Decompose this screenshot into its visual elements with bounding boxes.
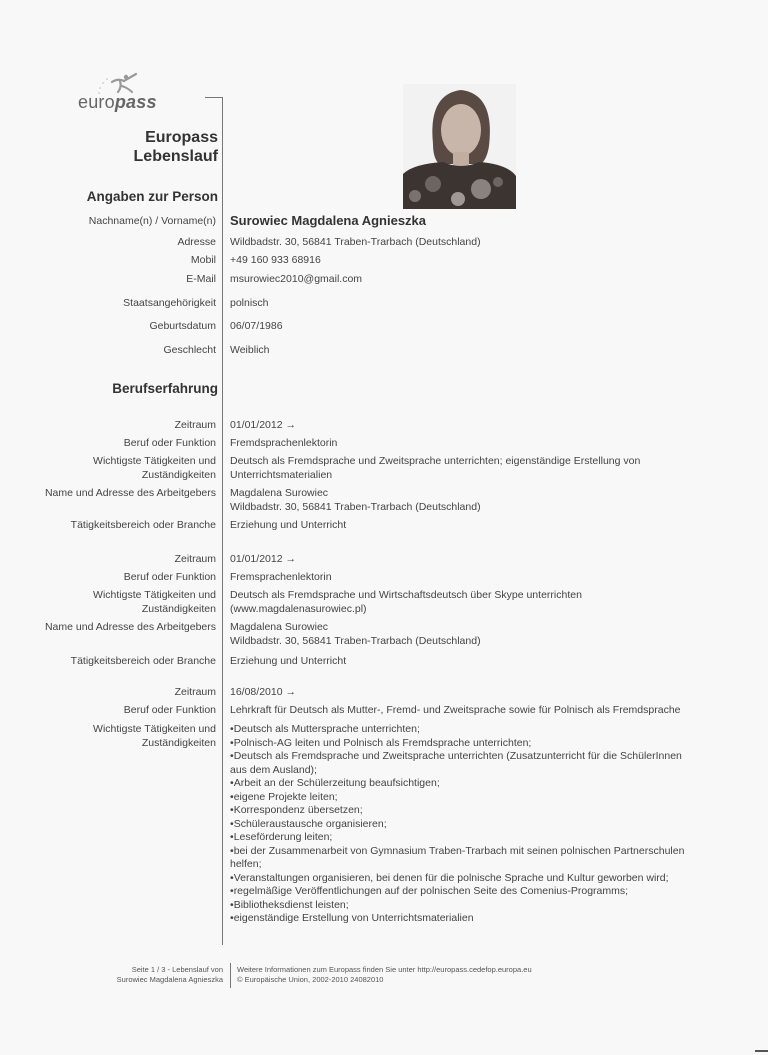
activity-item: • eigenständige Erstellung von Unterrichtsmaterialien: [230, 912, 692, 926]
title-line-1: Europass: [145, 129, 218, 146]
logo-wordmark: europass: [78, 92, 157, 112]
value-activities: [230, 455, 690, 482]
label-period: Zeitraum: [174, 553, 216, 565]
column-divider: [222, 97, 223, 945]
label-activities-line-2: Zuständigkeiten: [141, 736, 216, 749]
label-period: Zeitraum: [174, 686, 216, 698]
footer-more-info: Weitere Informationen zum Europass finden Sie unter http://europass.cedefop.europa.eu: [237, 965, 532, 974]
footer-copyright: © Europäische Union, 2002-2010 24082010: [237, 975, 384, 984]
label-birthdate: Geburtsdatum: [149, 320, 216, 332]
employer-address: Wildbadstr. 30, 56841 Traben-Trarbach (Deutschland): [230, 500, 481, 513]
value-email: msurowiec2010@gmail.com: [230, 273, 363, 285]
label-activities-line-1: Wichtigste Tätigkeiten und: [93, 455, 216, 467]
footer-divider: [230, 963, 231, 988]
label-email: E-Mail: [186, 273, 216, 285]
employer-name: Magdalena Surowiec: [230, 487, 329, 499]
activity-item: • bei der Zusammenarbeit von Gymnasium Traben-Trarbach mit seinen polnischen Partnerschulen helfen;: [230, 845, 692, 872]
section-heading-experience: Berufserfahrung: [112, 381, 218, 396]
document-title: [134, 128, 218, 166]
label-activities-line-2: Zuständigkeiten: [141, 468, 216, 481]
label-employer: Name und Adresse des Arbeitgebers: [44, 487, 216, 499]
value-period: 01/01/2012 →: [230, 419, 296, 431]
scan-corner-mark: [755, 1050, 768, 1052]
value-position: Fremdsprachenlektorin: [230, 437, 338, 449]
label-activities-line-1: Wichtigste Tätigkeiten und: [93, 723, 216, 735]
value-sector: Erziehung und Unterricht: [230, 519, 347, 531]
title-line-2: Lebenslauf: [133, 148, 218, 165]
value-employer: [230, 621, 690, 648]
value-sector: Erziehung und Unterricht: [230, 655, 347, 667]
activity-item: • Veranstaltungen organisieren, bei denen für die polnische Sprache und Kultur geworben wird;: [230, 872, 692, 886]
europass-logo: [78, 72, 188, 112]
value-period: 01/01/2012 →: [230, 553, 296, 565]
label-activities: [93, 589, 216, 616]
employer-name: Magdalena Surowiec: [230, 621, 329, 633]
value-employer: [230, 487, 690, 514]
value-activities-line-2: Unterrichtsmaterialien: [230, 468, 333, 481]
value-activities-line-1: Deutsch als Fremdsprache und Zweitsprache unterrichten; eigenständige Erstellung von: [230, 455, 641, 467]
label-activities-line-2: Zuständigkeiten: [141, 602, 216, 615]
value-activities-line-2: (www.magdalenasurowiec.pl): [230, 602, 367, 615]
value-position: Fremsprachenlektorin: [230, 571, 332, 583]
value-position: Lehrkraft für Deutsch als Mutter-, Fremd- und Zweitsprache sowie für Polnisch als Fremdsprache: [230, 704, 681, 716]
activity-item: • Deutsch als Fremdsprache und Zweitsprache unterrichten (Zusatzunterricht für die SchülerInnen aus dem Ausland);: [230, 750, 692, 777]
activity-item: • regelmäßige Veröffentlichungen auf der polnischen Seite des Comenius-Programms;: [230, 885, 692, 899]
label-position: Beruf oder Funktion: [123, 437, 216, 449]
activity-item: • Bibliotheksdienst leisten;: [230, 899, 692, 913]
activities-list: [230, 723, 692, 926]
footer-page-info: [117, 965, 223, 985]
value-activities: [230, 589, 690, 616]
section-heading-personal: Angaben zur Person: [86, 189, 218, 204]
activity-item: • Korrespondenz übersetzen;: [230, 804, 692, 818]
label-gender: Geschlecht: [163, 344, 216, 356]
value-mobile: +49 160 933 68916: [230, 254, 321, 266]
label-nationality: Staatsangehörigkeit: [123, 297, 216, 309]
label-activities: [93, 723, 216, 750]
label-mobile: Mobil: [190, 254, 216, 266]
value-gender: Weiblich: [230, 344, 270, 356]
divider-top-tick: [205, 97, 222, 98]
label-period: Zeitraum: [174, 419, 216, 431]
footer-owner-name: Surowiec Magdalena Agnieszka: [116, 975, 223, 984]
label-position: Beruf oder Funktion: [123, 571, 216, 583]
label-address: Adresse: [177, 236, 216, 248]
label-name: Nachname(n) / Vorname(n): [88, 215, 216, 227]
value-nationality: polnisch: [230, 297, 269, 309]
value-activities-line-1: Deutsch als Fremdsprache und Wirtschaftsdeutsch über Skype unterrichten: [230, 589, 582, 601]
label-employer: Name und Adresse des Arbeitgebers: [44, 621, 216, 633]
label-activities-line-1: Wichtigste Tätigkeiten und: [93, 589, 216, 601]
portrait-photo: [403, 84, 516, 209]
label-sector: Tätigkeitsbereich oder Branche: [70, 655, 216, 667]
employer-address: Wildbadstr. 30, 56841 Traben-Trarbach (Deutschland): [230, 634, 481, 647]
activity-item: • Schüleraustausche organisieren;: [230, 818, 692, 832]
value-period: 16/08/2010 →: [230, 686, 296, 698]
footer-info: [237, 965, 532, 985]
label-activities: [93, 455, 216, 482]
activity-item: • Polnisch-AG leiten und Polnisch als Fremdsprache unterrichten;: [230, 737, 692, 751]
value-address: Wildbadstr. 30, 56841 Traben-Trarbach (Deutschland): [230, 236, 481, 248]
activity-item: • Leseförderung leiten;: [230, 831, 692, 845]
value-birthdate: 06/07/1986: [230, 320, 283, 332]
value-activities: [230, 723, 692, 926]
portrait-image: [403, 84, 516, 209]
activity-item: • eigene Projekte leiten;: [230, 791, 692, 805]
activity-item: • Arbeit an der Schülerzeitung beaufsichtigen;: [230, 777, 692, 791]
label-position: Beruf oder Funktion: [123, 704, 216, 716]
footer-page-number: Seite 1 / 3 - Lebenslauf von: [131, 965, 223, 974]
value-name: Surowiec Magdalena Agnieszka: [230, 213, 427, 228]
activity-item: • Deutsch als Muttersprache unterrichten;: [230, 723, 692, 737]
label-sector: Tätigkeitsbereich oder Branche: [70, 519, 216, 531]
